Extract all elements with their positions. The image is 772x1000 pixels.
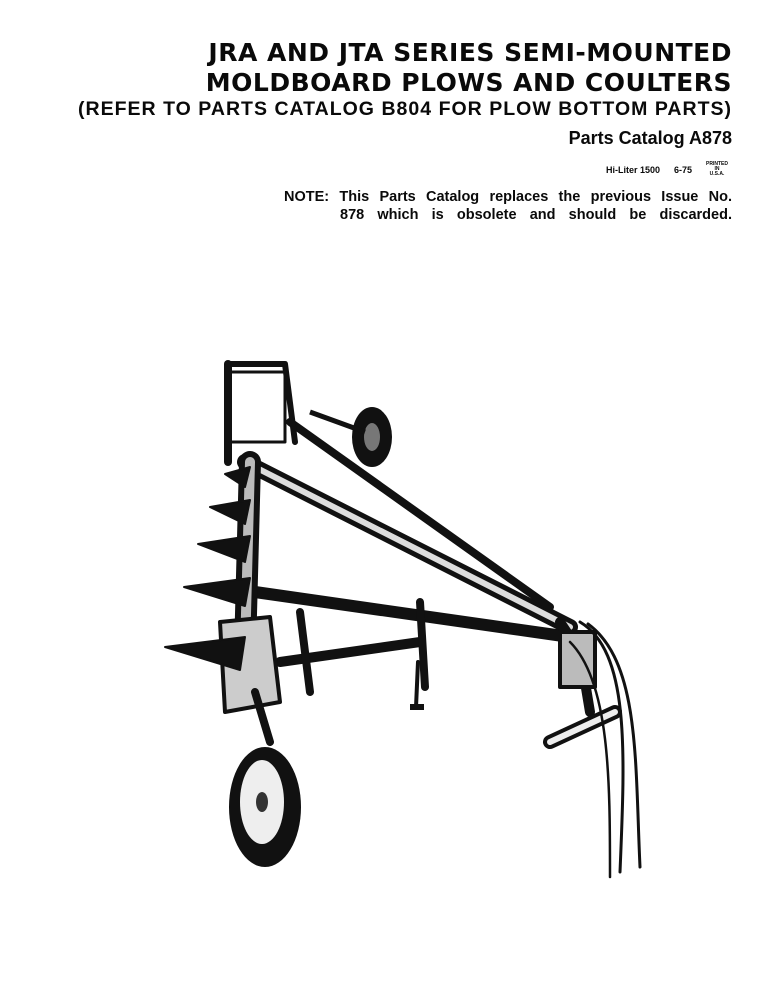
title-block bbox=[32, 38, 732, 98]
printed-badge-top: PRINTED bbox=[706, 161, 728, 167]
print-code: Hi-Liter 1500 bbox=[605, 164, 660, 175]
note-line-2: 878 which is obsolete and should be discarded. bbox=[340, 207, 732, 223]
printed-badge-bottom: U.S.A. bbox=[709, 171, 725, 177]
subtitle: (REFER TO PARTS CATALOG B804 FOR PLOW BOTTOM PARTS) bbox=[78, 98, 732, 120]
catalog-number: Parts Catalog A878 bbox=[568, 128, 732, 148]
replacement-note bbox=[284, 188, 732, 224]
title-line-1: JRA AND JTA SERIES SEMI-MOUNTED bbox=[208, 38, 732, 67]
printed-badge-mid: IN bbox=[714, 166, 720, 172]
print-date: 6-75 bbox=[673, 164, 692, 175]
printed-in-usa-badge bbox=[706, 162, 728, 177]
print-info bbox=[606, 162, 728, 177]
note-line-1: NOTE: This Parts Catalog replaces the previous Issue No. bbox=[284, 189, 732, 205]
plow-illustration bbox=[150, 352, 690, 892]
title-line-2: MOLDBOARD PLOWS AND COULTERS bbox=[205, 68, 732, 97]
